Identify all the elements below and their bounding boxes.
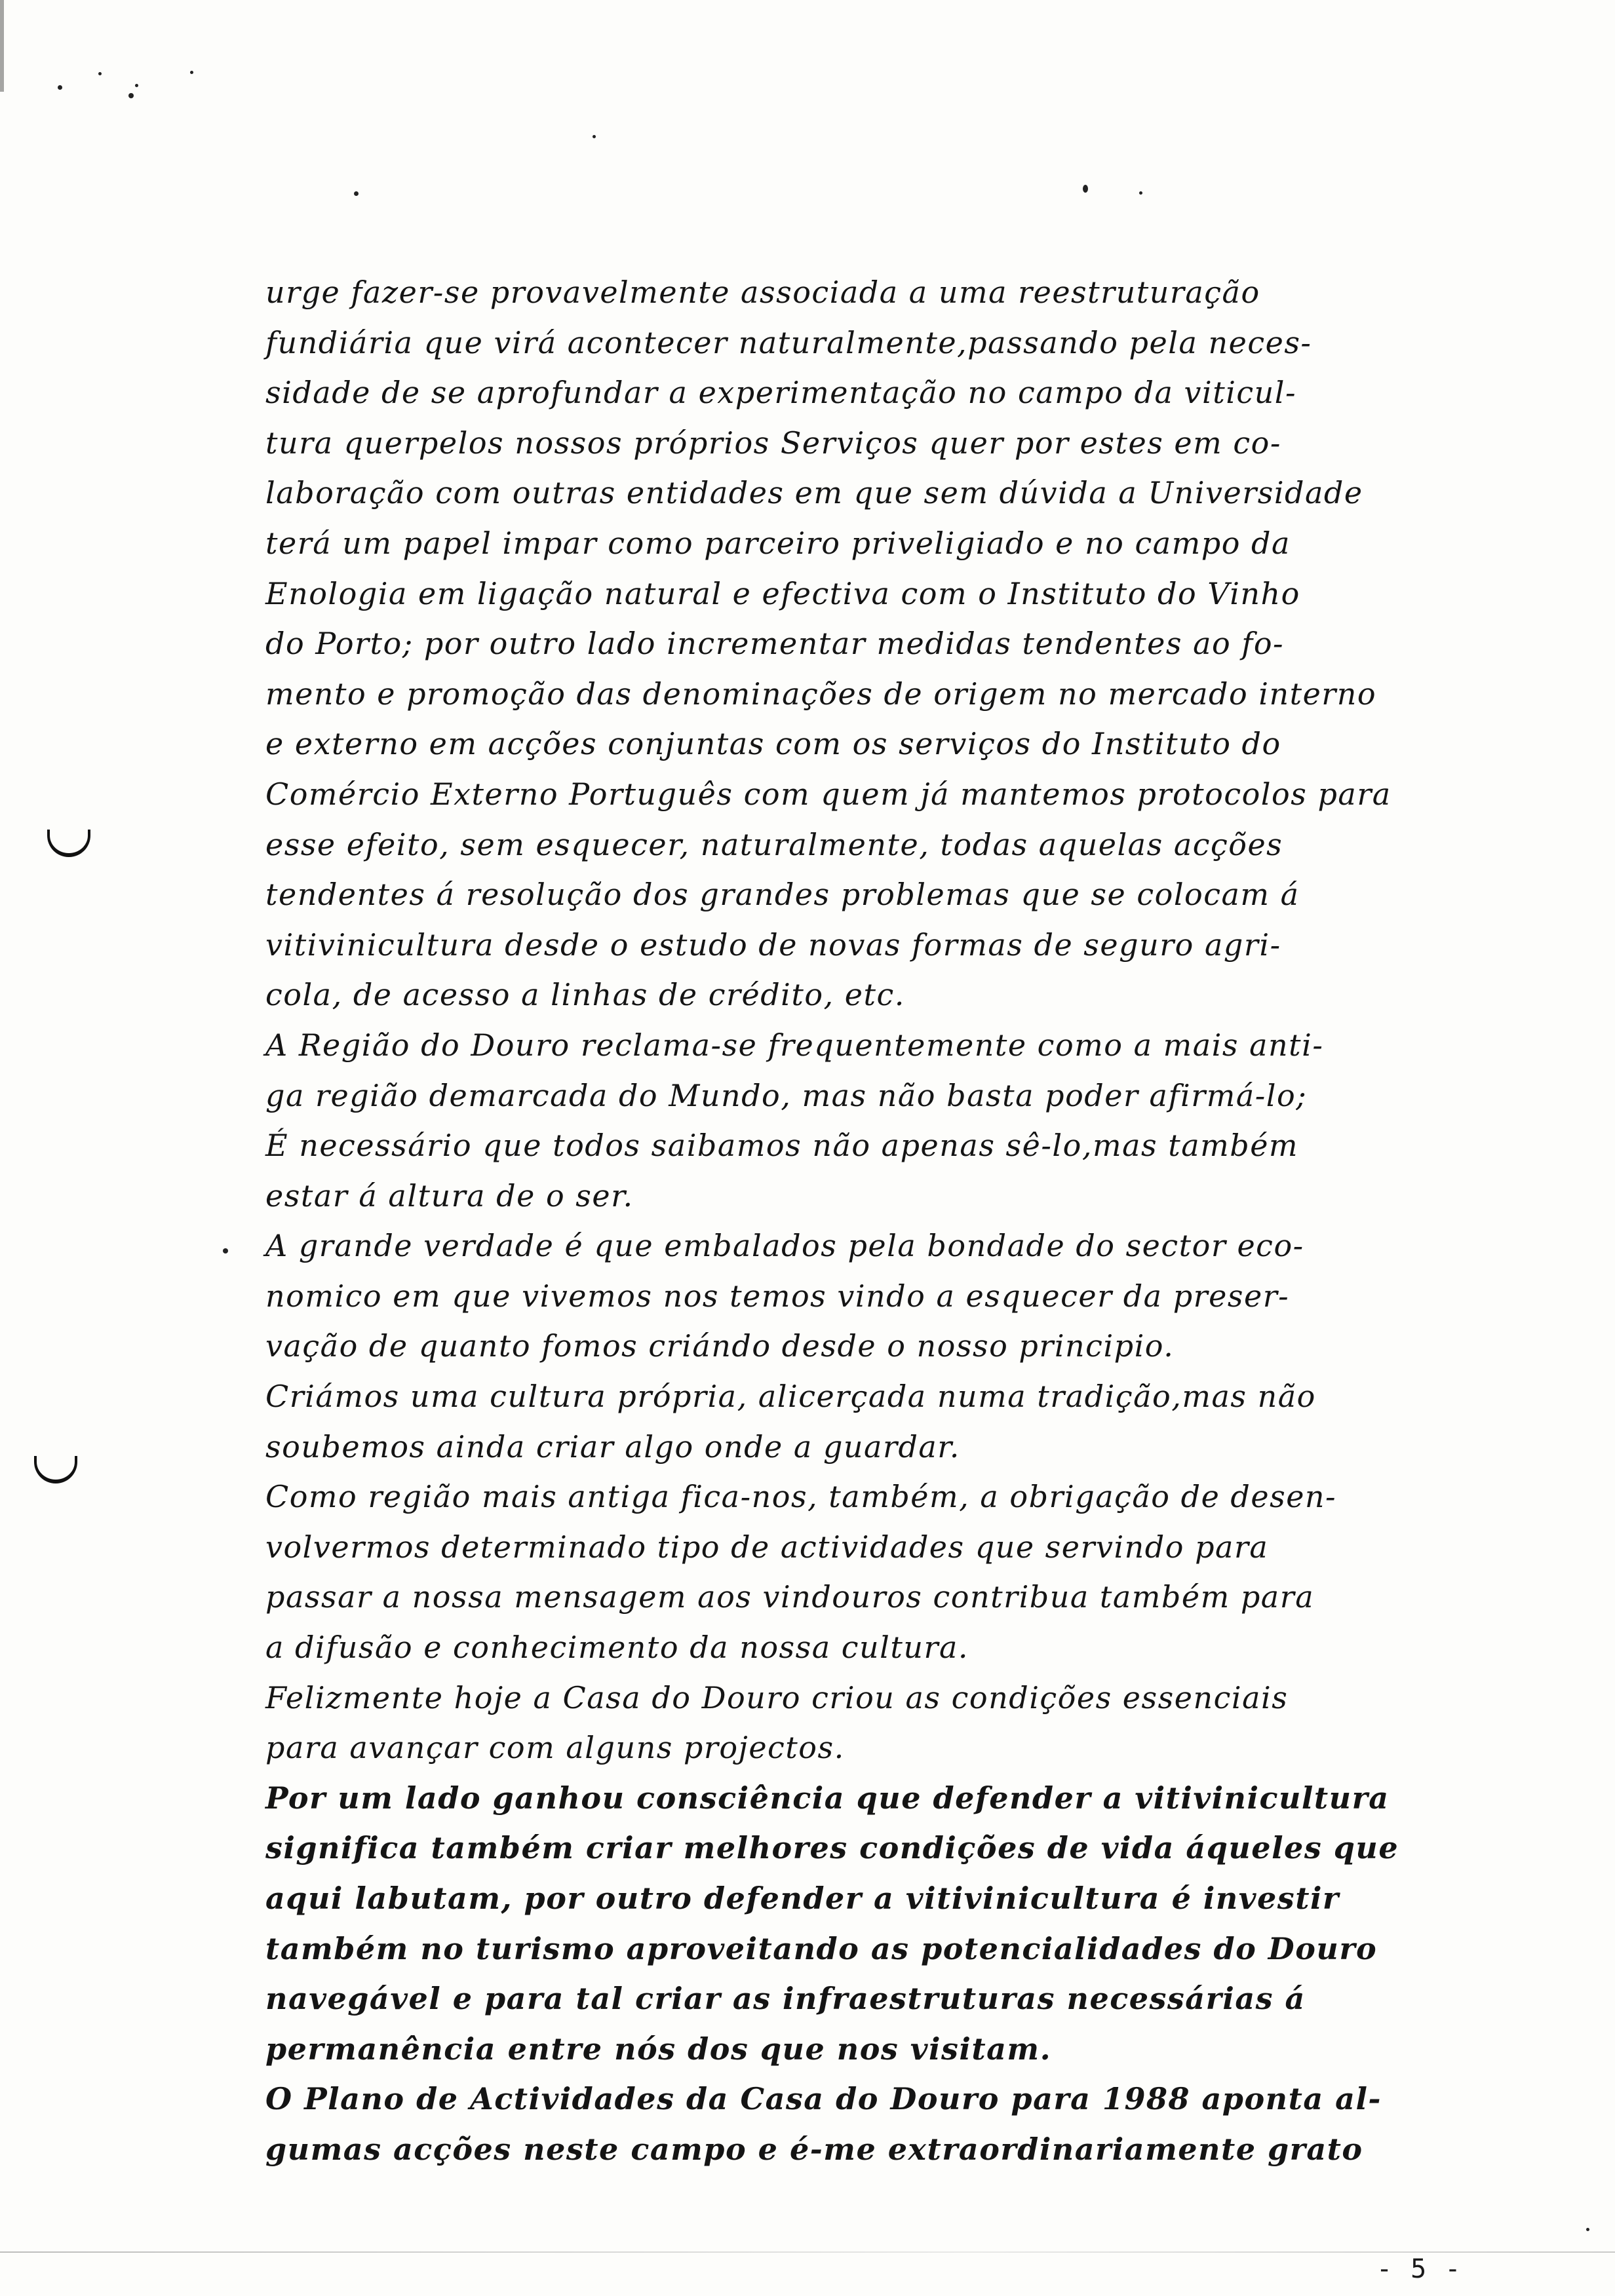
text-line: do Porto; por outro lado incrementar medidas tendentes ao fo- — [265, 626, 1285, 662]
scan-speck — [1586, 2228, 1589, 2231]
scan-speck — [190, 71, 193, 74]
scan-speck — [1083, 185, 1088, 193]
text-line: mento e promoção das denominações de origem no mercado interno — [265, 676, 1377, 712]
text-line: a difusão e conhecimento da nossa cultura. — [265, 1630, 969, 1666]
scan-speck — [98, 72, 102, 75]
text-line: também no turismo aproveitando as potencialidades do Douro — [265, 1930, 1378, 1966]
text-line: permanência entre nós dos que nos visitam. — [265, 2031, 1052, 2067]
text-line: laboração com outras entidades em que sem dúvida a Universidade — [265, 475, 1363, 511]
text-line: volvermos determinado tipo de actividades que servindo para — [265, 1529, 1269, 1565]
text-line: navegável e para tal criar as infraestruturas necessárias á — [265, 1981, 1306, 2017]
text-line: esse efeito, sem esquecer, naturalmente, todas aquelas acções — [265, 826, 1283, 862]
text-line: É necessário que todos saibamos não apenas sê-lo,mas também — [265, 1128, 1299, 1164]
text-line: vitivinicultura desde o estudo de novas formas de seguro agri- — [265, 927, 1281, 963]
margin-mark — [34, 1456, 77, 1483]
text-line: aqui labutam, por outro defender a vitivinicultura é investir — [265, 1881, 1340, 1916]
text-line: urge fazer-se provavelmente associada a uma reestruturação — [265, 275, 1260, 310]
scan-speck — [58, 85, 62, 90]
text-line: terá um papel impar como parceiro priveligiado e no campo da — [265, 525, 1291, 561]
scan-speck — [593, 135, 596, 138]
text-line: tura querpelos nossos próprios Serviços quer por estes em co- — [265, 425, 1281, 461]
text-line: O Plano de Actividades da Casa do Douro para 1988 aponta al- — [265, 2081, 1382, 2117]
scan-speck — [1139, 191, 1142, 195]
margin-mark — [47, 830, 90, 857]
text-line: A Região do Douro reclama-se frequentemente como a mais anti- — [265, 1027, 1324, 1063]
typewritten-body — [265, 267, 1550, 2175]
paragraph-tick-mark — [223, 1248, 228, 1253]
text-line: nomico em que vivemos nos temos vindo a esquecer da preser- — [265, 1278, 1290, 1314]
scan-speck — [354, 191, 359, 196]
text-line: Como região mais antiga fica-nos, também, a obrigação de desen- — [265, 1479, 1337, 1515]
text-line: sidade de se aprofundar a experimentação no campo da viticul- — [265, 375, 1297, 411]
text-line: significa também criar melhores condições de vida áqueles que — [265, 1830, 1399, 1866]
text-line: ga região demarcada do Mundo, mas não basta poder afirmá-lo; — [265, 1077, 1308, 1113]
text-line: cola, de acesso a linhas de crédito, etc. — [265, 977, 905, 1013]
text-line: e externo em acções conjuntas com os serviços do Instituto do — [265, 726, 1281, 762]
scan-speck — [128, 93, 134, 98]
text-line: vação de quanto fomos criándo desde o nosso principio. — [265, 1328, 1175, 1364]
text-line: Por um lado ganhou consciência que defender a vitivinicultura — [265, 1780, 1390, 1816]
scan-bottom-edge — [0, 2251, 1615, 2253]
scan-edge-shadow — [0, 0, 4, 92]
page-number: - 5 - — [1376, 2254, 1462, 2284]
scan-speck — [135, 84, 138, 87]
text-line: soubemos ainda criar algo onde a guardar. — [265, 1428, 960, 1464]
text-line: Comércio Externo Português com quem já mantemos protocolos para — [265, 776, 1391, 812]
text-line: Criámos uma cultura própria, alicerçada numa tradição,mas não — [265, 1379, 1316, 1415]
text-line: passar a nossa mensagem aos vindouros contribua também para — [265, 1579, 1315, 1615]
text-line: tendentes á resolução dos grandes problemas que se colocam á — [265, 877, 1300, 913]
text-line: gumas acções neste campo e é-me extraordinariamente grato — [265, 2131, 1363, 2167]
text-line: A grande verdade é que embalados pela bondade do sector eco- — [265, 1228, 1304, 1264]
text-line: fundiária que virá acontecer naturalmente,passando pela neces- — [265, 324, 1312, 360]
text-line: estar á altura de o ser. — [265, 1177, 634, 1214]
text-line: Felizmente hoje a Casa do Douro criou as condições essenciais — [265, 1679, 1289, 1715]
text-line: Enologia em ligação natural e efectiva com o Instituto do Vinho — [265, 575, 1300, 611]
text-line: para avançar com alguns projectos. — [265, 1730, 845, 1766]
